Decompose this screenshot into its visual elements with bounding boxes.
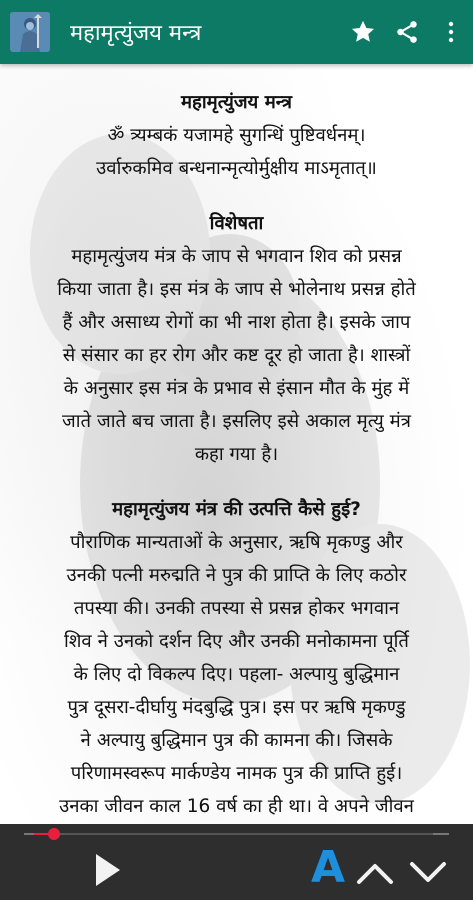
favorite-button[interactable] xyxy=(341,0,385,64)
star-icon xyxy=(349,18,377,46)
scroll-down-button[interactable] xyxy=(408,854,448,890)
paragraph-line: परिणामस्वरूप मार्कण्डेय नामक पुत्र की प्राप्ति हुई। xyxy=(70,763,403,784)
seek-track xyxy=(34,833,439,835)
paragraph-line: हैं और असाध्य रोगों का भी नाश होता है। इसके जाप xyxy=(62,312,411,333)
share-icon xyxy=(394,19,420,45)
mantra-line-2: उर्वारुकमिव बन्धनान्मृत्योर्मुक्षीय माऽमृतात्॥ xyxy=(96,158,377,179)
paragraph-line: से संसार का हर रोग और कष्ट दूर हो जाता है। शास्त्रों xyxy=(62,345,411,366)
play-icon xyxy=(86,848,126,892)
share-button[interactable] xyxy=(385,0,429,64)
origin-heading: महामृत्युंजय मंत्र की उत्पत्ति कैसे हुई? xyxy=(112,499,361,520)
scroll-up-button[interactable] xyxy=(355,854,395,890)
play-button[interactable] xyxy=(86,848,126,892)
mantra-heading: महामृत्युंजय मन्त्र xyxy=(180,92,293,113)
page-title: महामृत्युंजय मन्त्र xyxy=(70,21,202,46)
origin-paragraph xyxy=(24,526,449,823)
feature-heading: विशेषता xyxy=(209,213,264,234)
mantra-line-1: ॐ त्र्यम्बकं यजामहे सुगन्धिं पुष्टिवर्धनम्। xyxy=(107,125,366,146)
feature-paragraph xyxy=(24,240,449,471)
paragraph-line: के लिए दो विकल्प दिए। पहला- अल्पायु बुद्धिमान xyxy=(73,664,400,685)
paragraph-line: के अनुसार इस मंत्र के प्रभाव से इंसान मौत के मुंह में xyxy=(63,378,410,399)
chevron-up-icon xyxy=(355,854,395,890)
paragraph-line: तपस्या की। उनकी तपस्या से प्रसन्न होकर भगवान xyxy=(73,598,400,619)
chevron-down-icon xyxy=(408,854,448,890)
overflow-menu-icon xyxy=(447,21,455,43)
audio-player-bar xyxy=(0,824,473,900)
shiva-app-icon[interactable] xyxy=(10,12,50,52)
paragraph-line: किया जाता है। इस मंत्र के जाप से भोलेनाथ प्रसन्न होते xyxy=(57,279,416,300)
paragraph-line: शिव ने उनको दर्शन दिए और उनकी मनोकामना पूर्ति xyxy=(64,631,409,652)
paragraph-line: उनका जीवन काल 16 वर्ष का ही था। वे अपने जीवन xyxy=(59,796,414,817)
paragraph-line: जाते जाते बच जाता है। इसलिए इसे अकाल मृत्यु मंत्र xyxy=(62,411,411,432)
paragraph-line: ने अल्पायु बुद्धिमान पुत्र की कामना की। जिसके xyxy=(80,730,393,751)
paragraph-line: पौराणिक मान्यताओं के अनुसार, ऋषि मृकण्डु और xyxy=(70,532,403,553)
paragraph-line: उनकी पत्नी मरुद्मति ने पुत्र की प्राप्ति के लिए कठोर xyxy=(66,565,407,586)
font-size-button[interactable]: A xyxy=(310,842,346,893)
overflow-menu-button[interactable] xyxy=(429,0,473,64)
app-toolbar xyxy=(0,0,473,64)
paragraph-line: पुत्र दूसरा-दीर्घायु मंदबुद्धि पुत्र। इस पर ऋषि मृकण्डु xyxy=(67,697,406,718)
seek-thumb[interactable] xyxy=(48,828,60,840)
paragraph-line: कहा गया है। xyxy=(194,444,279,465)
seek-bar[interactable] xyxy=(24,828,449,838)
paragraph-line: महामृत्युंजय मंत्र के जाप से भगवान शिव को प्रसन्न xyxy=(71,246,402,267)
article-text xyxy=(0,64,473,823)
seek-end-marker xyxy=(433,833,449,835)
content-scroll-area[interactable] xyxy=(0,64,473,824)
